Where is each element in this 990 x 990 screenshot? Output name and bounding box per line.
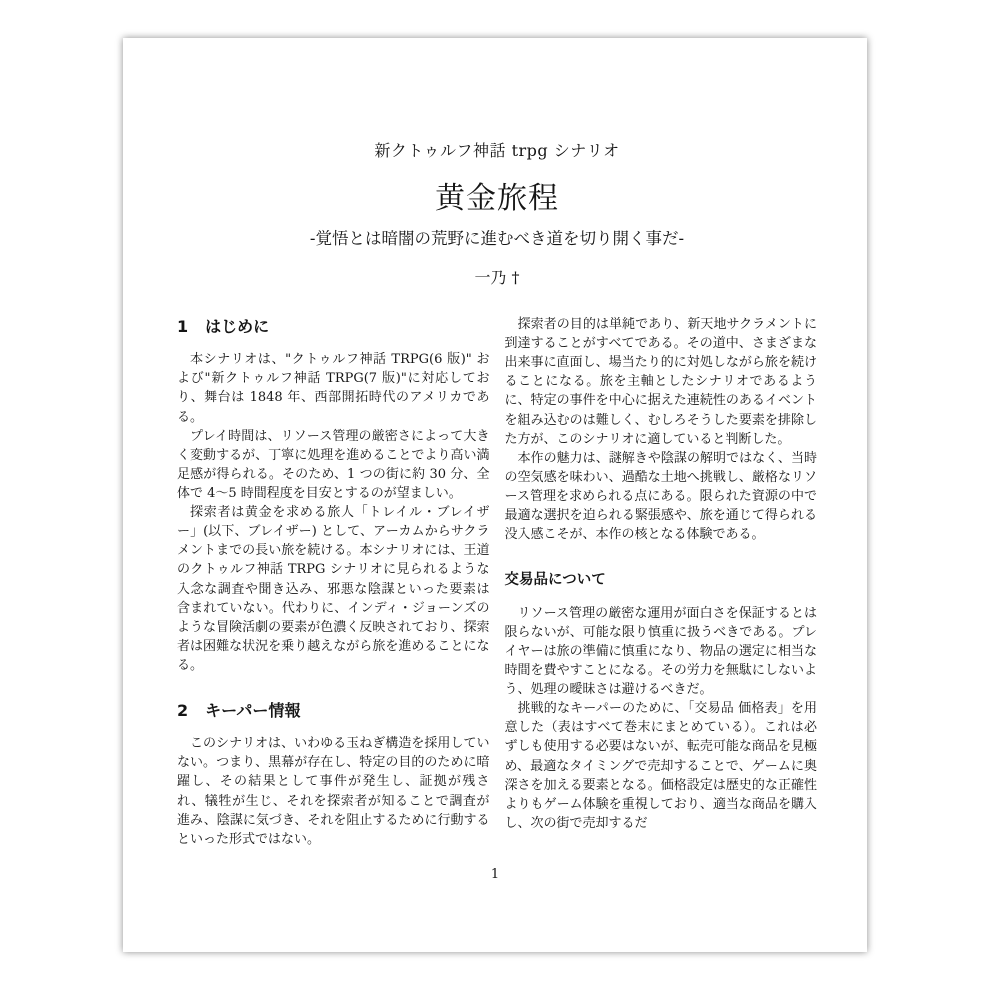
section-label: キーパー情報 (205, 701, 301, 721)
series-line: 新クトゥルフ神話 trpg シナリオ (374, 141, 620, 160)
column-right (505, 315, 818, 849)
author-line: 一乃 † (474, 268, 520, 287)
section-heading-1 (177, 317, 490, 336)
paragraph: 本作の魅力は、謎解きや陰謀の解明ではなく、当時の空気感を味わい、過酷な土地へ挑戦し、厳格なリソース管理を求められる点にある。限られた資源の中で最適な選択を迫られる緊張感や、旅を通じて得られる没入感こそが、本作の核となる体験である。 (504, 450, 817, 543)
column-left (177, 315, 490, 849)
paragraph: リソース管理の厳密な運用が面白さを保証するとは限らないが、可能な限り慎重に扱うべきである。プレイヤーは旅の準備に慎重になり、物品の選定に相当な時間を費やすことになる。その労力を無駄にしないよう、処理の曖昧さは避けるべきだ。 (504, 605, 817, 698)
paragraph: プレイ時間は、リソース管理の厳密さによって大きく変動するが、丁寧に処理を進めることでより高い満足感が得られる。そのため、1 つの街に約 30 分、全体で 4〜5 時間程度を目安とするのが望ましい。 (177, 428, 490, 501)
paragraph: 探索者の目的は単純であり、新天地サクラメントに到達することがすべてである。その道中、さまざまな出来事に直面し、場当たり的に対処しながら旅を続けることになる。旅を主軸としたシナリオであるように、特定の事件を中心に据えた連続性のあるイベントを組み込むのは難しく、むしろそうした要素を排除した方が、このシナリオに適していると判断した。 (504, 317, 817, 447)
section-number: 2 (177, 701, 189, 721)
document-page (123, 38, 867, 952)
paragraph: 本シナリオは、"クトゥルフ神話 TRPG(6 版)" および"新クトゥルフ神話 TRPG(7 版)"に対応しており、舞台は 1848 年、西部開拓時代のアメリカである。 (177, 352, 490, 425)
subsection-heading: 交易品について (504, 572, 606, 589)
paragraph: 挑戦的なキーパーのために、「交易品 価格表」を用意した（表はすべて巻末にまとめている）。これは必ずしも使用する必要はないが、転売可能な商品を見極め、最適なタイミングで売却することで、ゲームに奥深さを加える要素となる。価格設定は歴史的な正確性よりもゲーム体験を重視しており、適当な商品を購入し、次の街で売却するだ (504, 701, 817, 831)
document-title: 黄金旅程 (435, 181, 559, 216)
paragraph: 探索者は黄金を求める旅人「トレイル・ブレイザー」(以下、ブレイザー) として、アーカムからサクラメントまでの長い旅を続ける。本シナリオには、王道のクトゥルフ神話 TRPG シナリオに見られるような入念な調査や聞き込み、邪悪な陰謀といった要素は含まれていない。代わりに、インディ・ジョーンズのような冒険活劇の要素が色濃く反映されており、探索者は困難な状況を乗り越えながら旅を進めることになる。 (177, 505, 490, 673)
section-number: 1 (177, 317, 189, 336)
section-label: はじめに (205, 317, 270, 336)
document-subtitle: -覚悟とは暗闇の荒野に進むべき道を切り開く事だ- (309, 229, 685, 248)
section-heading-2 (177, 701, 490, 720)
page-number: 1 (490, 867, 500, 882)
paragraph: このシナリオは、いわゆる玉ねぎ構造を採用していない。つまり、黒幕が存在し、特定の目的のために暗躍し、その結果として事件が発生し、証拠が残され、犠牲が生じ、それを探索者が知ることで調査が進み、陰謀に気づき、それを阻止するために行動するといった形式ではない。 (177, 736, 490, 847)
two-column-body (177, 315, 817, 849)
